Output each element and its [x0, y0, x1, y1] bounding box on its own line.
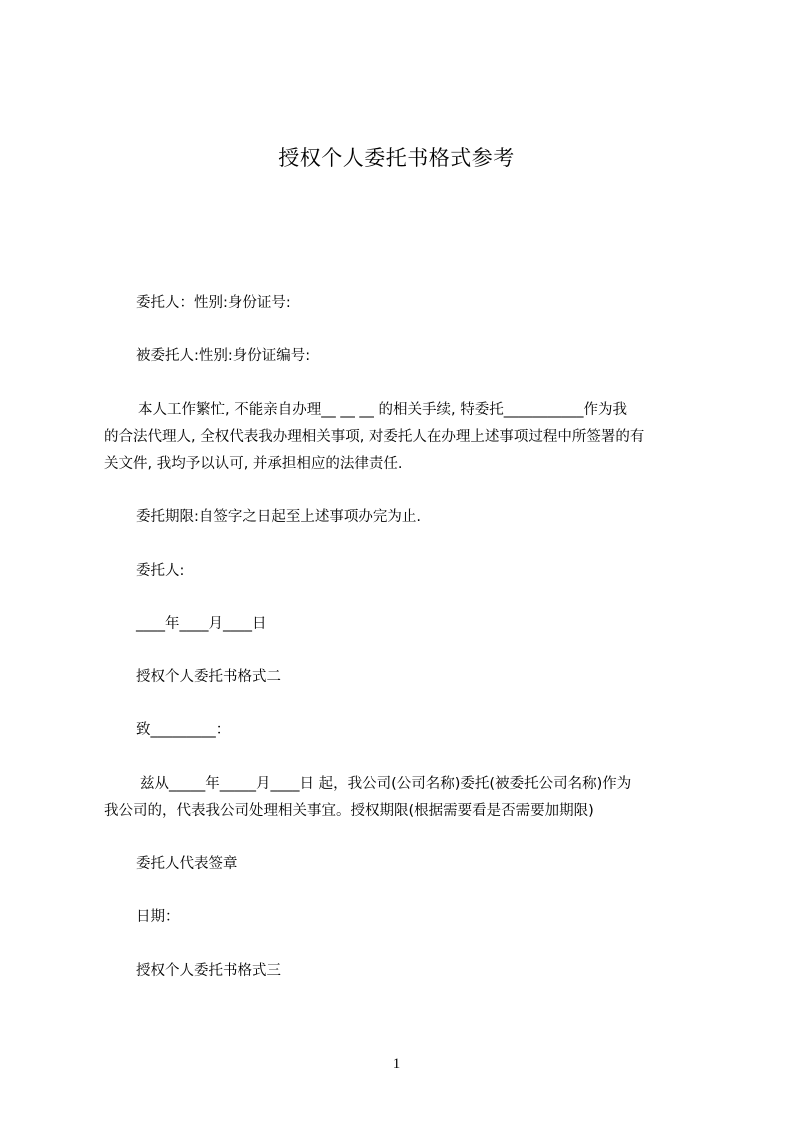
body1-line2: 的合法代理人, 全权代表我办理相关事项, 对委托人在办理上述事项过程中所签署的有	[104, 429, 645, 445]
date-blank-line: ____年____月____日	[136, 616, 267, 632]
principal-sign-line: 委托人:	[136, 563, 185, 579]
document-title: 授权个人委托书格式参考	[278, 146, 515, 170]
body2-line1: 兹从_____年_____月____日 起，我公司(公司名称)委托(被委托公司名称)作为	[140, 776, 632, 792]
body1-line3: 关文件, 我均予以认可, 并承担相应的法律责任.	[104, 456, 403, 472]
period-line: 委托期限:自签字之日起至上述事项办完为止.	[136, 509, 421, 525]
rep-seal-line: 委托人代表签章	[136, 856, 238, 872]
format3-heading: 授权个人委托书格式三	[136, 963, 281, 979]
to-line: 致_________：	[136, 722, 231, 738]
body2-line2: 我公司的，代表我公司处理相关事宜。授权期限(根据需要看是否需要加期限)	[104, 803, 594, 819]
agent-line: 被委托人:性别:身份证编号:	[136, 348, 311, 364]
principal-line: 委托人：性别:身份证号:	[136, 295, 291, 311]
date-label-line: 日期：	[136, 909, 180, 925]
format2-heading: 授权个人委托书格式二	[136, 669, 281, 685]
body1-line1: 本人工作繁忙, 不能亲自办理__ __ __ 的相关手续, 特委托___________作为我	[138, 402, 628, 418]
page-number: 1	[392, 1056, 401, 1072]
